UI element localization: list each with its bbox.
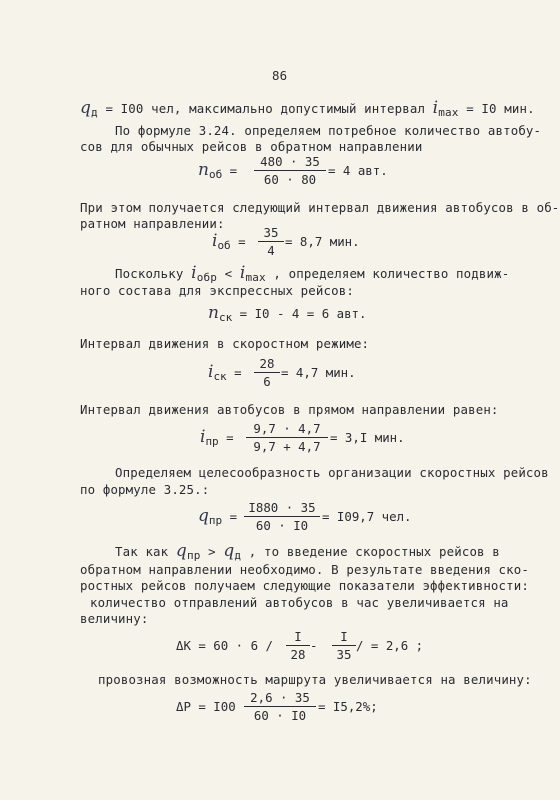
formula-3: nск = I0 - 4 = 6 авт. [208, 303, 367, 324]
formula-5-result: = 3,I мин. [330, 430, 405, 445]
line-13: обратном направлении необходимо. В результате введения ско- [80, 562, 529, 577]
line-3: сов для обычных рейсов в обратном направлении [80, 139, 423, 154]
formula-4-lhs: iск = [208, 362, 242, 383]
line-8: Интервал движения в скоростном режиме: [80, 336, 370, 351]
formula-1-lhs: nоб = [198, 160, 238, 181]
formula-7-result: / = 2,6 ; [356, 638, 424, 653]
formula-8-result: = I5,2%; [318, 699, 378, 714]
formula-6-result: = I09,7 чел. [322, 509, 412, 524]
formula-8-lhs: ΔP = I00 [176, 699, 236, 714]
formula-7-minus: - [310, 638, 318, 653]
formula-2-lhs: iоб = [212, 231, 246, 252]
formula-4-fraction: $\frac{28}{6}$ [254, 356, 280, 389]
formula-5-lhs: iпр = [200, 427, 234, 448]
line-7: ного состава для экспрессных рейсов: [80, 283, 354, 298]
line-6: Поскольку iобр < imax , определяем количество подвиж- [115, 263, 510, 284]
formula-6-fraction: $\frac{I880 \cdot 35}{60 \cdot I0}$ [244, 500, 320, 533]
formula-2-result: = 8,7 мин. [285, 234, 360, 249]
formula-1-fraction: $\frac{480 \cdot 35}{60 \cdot 80}$ [254, 154, 326, 187]
formula-8-fraction: $\frac{2,6 \cdot 35}{60 \cdot I0}$ [244, 690, 316, 723]
formula-7-fraction-2: $\frac{I}{35}$ [332, 629, 356, 662]
formula-5-fraction: $\frac{9,7 \cdot 4,7}{9,7 + 4,7}$ [246, 421, 328, 454]
line-2: По формуле 3.24. определяем потребное количество автобу- [115, 123, 542, 138]
symbol-i: i [432, 98, 439, 118]
line-5: ратном направлении: [80, 216, 225, 231]
line-10: Определяем целесообразность организации скоростных рейсов [115, 465, 549, 480]
formula-7-fraction-1: $\frac{I}{28}$ [286, 629, 310, 662]
formula-2-fraction: $\frac{35}{4}$ [258, 225, 284, 258]
page-number: 86 [272, 68, 288, 83]
line-11: по формуле 3.25.: [80, 482, 210, 497]
line-4: При этом получается следующий интервал движения автобусов в об- [80, 200, 560, 215]
line-15: количество отправлений автобусов в час увеличивается на [90, 595, 509, 610]
line-12: Так как qпр > qд , то введение скоростных рейсов в [115, 541, 500, 562]
line-14: ростных рейсов получаем следующие показатели эффективности: [80, 578, 529, 593]
formula-1-result: = 4 авт. [328, 163, 388, 178]
formula-4-result: = 4,7 мин. [281, 365, 356, 380]
symbol-q: q [80, 98, 92, 118]
line-17: провозная возможность маршрута увеличивается на величину: [98, 672, 532, 687]
formula-6-lhs: qпр = [198, 506, 238, 527]
line-9: Интервал движения автобусов в прямом направлении равен: [80, 402, 499, 417]
line-1: qд = I00 чел, максимально допустимый интервал imax = I0 мин. [80, 98, 535, 119]
formula-7-lhs: ΔK = 60 · 6 / [176, 638, 273, 653]
line-16: величину: [80, 611, 149, 626]
